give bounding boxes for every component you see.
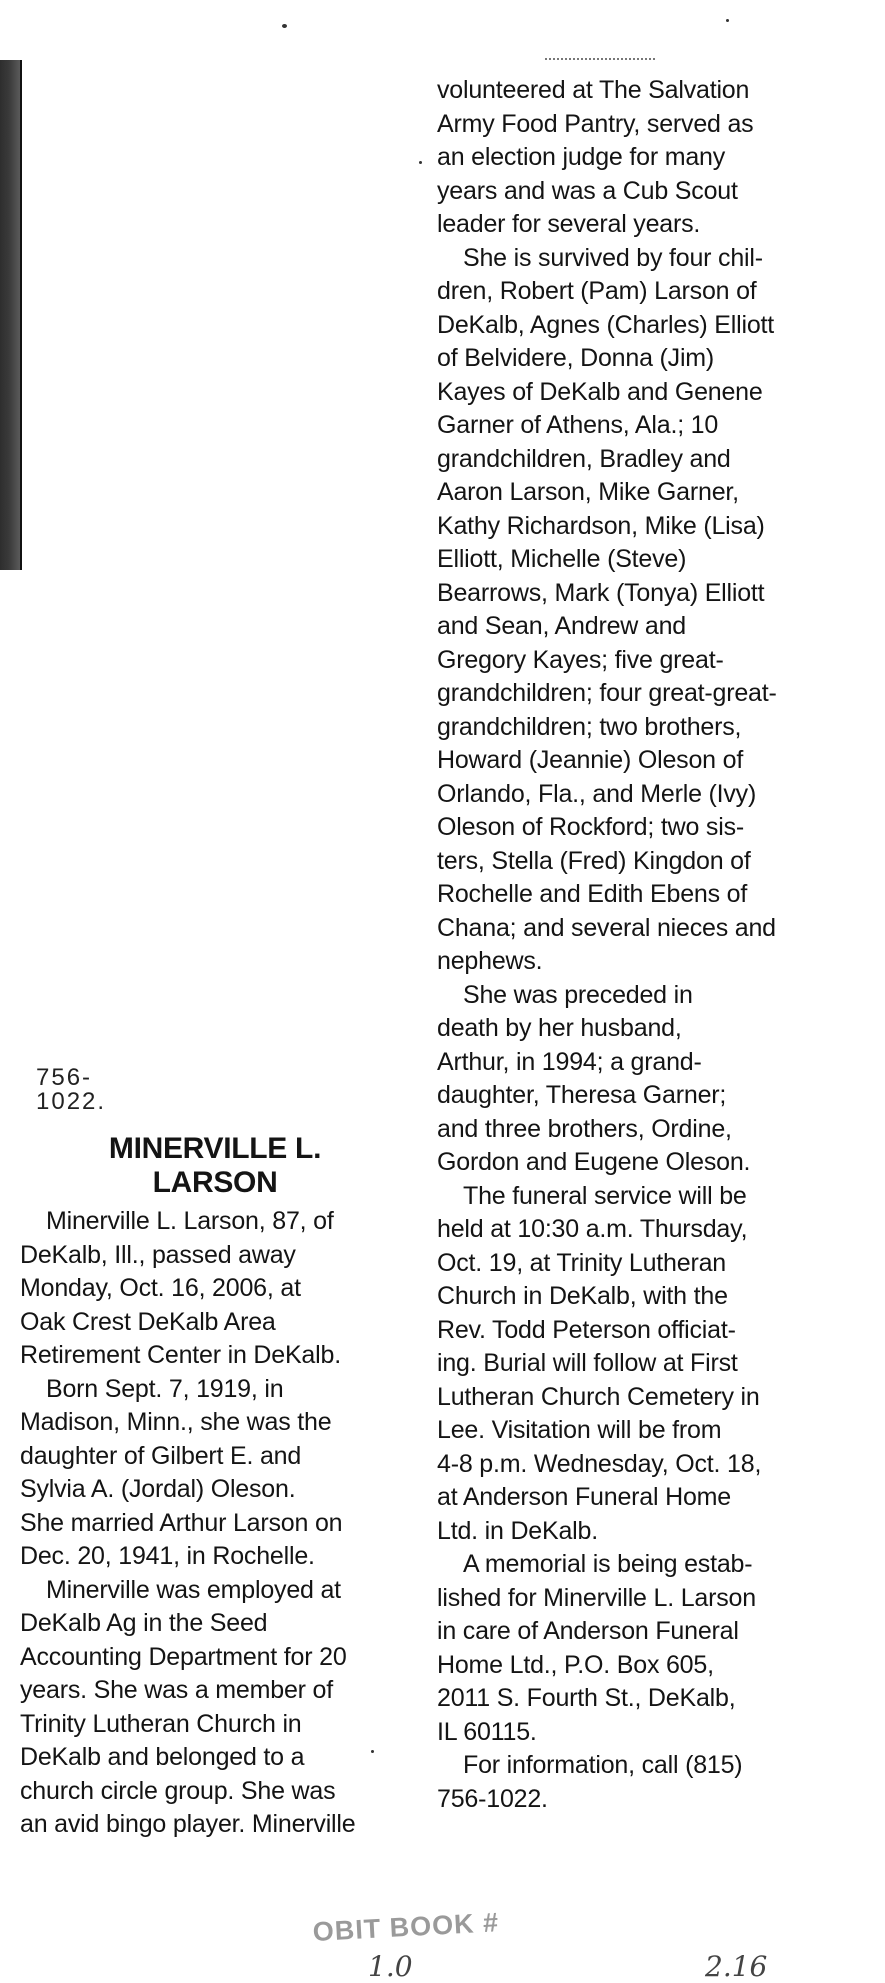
text-line: Rev. Todd Peterson officiat- [437,1315,736,1344]
text-line: DeKalb Ag in the Seed [20,1609,268,1637]
text-line: of Belvidere, Donna (Jim) [437,344,715,372]
text-line: Orlando, Fla., and Merle (Ivy) [437,779,757,808]
text-line: Minerville was employed at [46,1575,341,1604]
text-line: Retirement Center in DeKalb. [20,1341,341,1369]
text-line: church circle group. She was [20,1776,336,1805]
adjacent-photo-edge [0,60,22,570]
speck [282,24,287,28]
handwritten-note-left: 1.0 [368,1950,413,1983]
text-line: Aaron Larson, Mike Garner, [437,478,739,506]
headline-line-2: LARSON [152,1166,278,1199]
text-line: Army Food Pantry, served as [437,109,754,138]
text-line: Gregory Kayes; five great- [437,645,724,674]
text-line: grandchildren, Bradley and [437,444,731,473]
text-line: held at 10:30 a.m. Thursday, [437,1215,748,1243]
obituary-left-column [20,1205,400,1842]
text-line: ters, Stella (Fred) Kingdon of [437,846,751,875]
text-line: Trinity Lutheran Church in [20,1709,302,1738]
text-line: Dec. 20, 1941, in Rochelle. [20,1542,315,1570]
text-line: death by her husband, [437,1014,682,1042]
text-line: 4-8 p.m. Wednesday, Oct. 18, [437,1449,762,1478]
text-line: 2011 S. Fourth St., DeKalb, [437,1684,736,1712]
text-line: Oleson of Rockford; two sis- [437,813,745,841]
text-line: Rochelle and Edith Ebens of [437,880,748,908]
text-line: Church in DeKalb, with the [437,1282,728,1310]
text-line: DeKalb, Ill., passed away [20,1240,296,1269]
text-line: at Anderson Funeral Home [437,1483,731,1511]
text-line: Oak Crest DeKalb Area [20,1307,276,1336]
speck [726,19,729,22]
handwritten-note-right: 2.16 [705,1950,768,1983]
text-line: Garner of Athens, Ala.; 10 [437,411,719,439]
text-line: nephews. [437,947,543,975]
text-line: DeKalb, Agnes (Charles) Elliott [437,310,775,339]
previous-article-cut-text [36,1064,156,1115]
text-line: years and was a Cub Scout [437,176,738,205]
text-line: an election judge for many [437,143,726,171]
text-line: Lutheran Church Cemetery in [437,1382,760,1411]
text-line: For information, call (815) [463,1751,743,1779]
text-line: leader for several years. [437,210,701,238]
text-line: She was preceded in [463,980,693,1009]
text-line: Born Sept. 7, 1919, in [46,1374,284,1403]
text-line: The funeral service will be [463,1181,747,1210]
clipping-top-edge-marks [545,58,655,60]
text-line: 756-1022. [437,1784,548,1813]
obit-book-stamp: OBIT BOOK # [312,1907,500,1947]
text-line: volunteered at The Salvation [437,76,750,104]
text-line: Kathy Richardson, Mike (Lisa) [437,511,765,540]
previous-article-text: 756-1022. [36,1064,107,1115]
text-line: DeKalb and belonged to a [20,1743,305,1771]
text-line: and Sean, Andrew and [437,612,686,640]
text-line: an avid bingo player. Minerville [20,1810,356,1838]
text-line: She is survived by four chil- [463,243,763,272]
text-line: and three brothers, Ordine, [437,1114,732,1143]
obituary-right-column [437,74,832,1816]
text-line: Bearrows, Mark (Tonya) Elliott [437,578,765,607]
text-line: ing. Burial will follow at First [437,1349,738,1377]
speck [419,161,422,164]
text-line: daughter, Theresa Garner; [437,1081,727,1109]
text-line: Arthur, in 1994; a grand- [437,1047,702,1076]
text-line: grandchildren; two brothers, [437,712,742,741]
text-line: Monday, Oct. 16, 2006, at [20,1274,301,1302]
text-line: dren, Robert (Pam) Larson of [437,277,757,305]
text-line: Accounting Department for 20 [20,1642,347,1671]
text-line: Minerville L. Larson, 87, of [46,1207,334,1235]
text-line: IL 60115. [437,1717,537,1746]
text-line: Oct. 19, at Trinity Lutheran [437,1248,726,1277]
text-line: Lee. Visitation will be from [437,1416,722,1444]
text-line: Gordon and Eugene Oleson. [437,1148,751,1176]
text-line: Elliott, Michelle (Steve) [437,545,687,573]
text-line: Madison, Minn., she was the [20,1408,332,1436]
text-line: A memorial is being estab- [463,1550,753,1578]
headline-line-1: MINERVILLE L. [108,1132,322,1165]
text-line: Sylvia A. (Jordal) Oleson. [20,1475,296,1503]
text-line: years. She was a member of [20,1676,333,1704]
text-line: in care of Anderson Funeral [437,1617,739,1645]
text-line: She married Arthur Larson on [20,1508,343,1537]
obituary-headline [60,1132,370,1200]
text-line: Kayes of DeKalb and Genene [437,377,763,406]
text-line: lished for Minerville L. Larson [437,1583,756,1612]
text-line: grandchildren; four great-great- [437,679,777,707]
text-line: Home Ltd., P.O. Box 605, [437,1650,714,1679]
text-line: Ltd. in DeKalb. [437,1516,598,1545]
text-line: Howard (Jeannie) Oleson of [437,746,744,774]
text-line: Chana; and several nieces and [437,913,776,942]
text-line: daughter of Gilbert E. and [20,1441,302,1470]
